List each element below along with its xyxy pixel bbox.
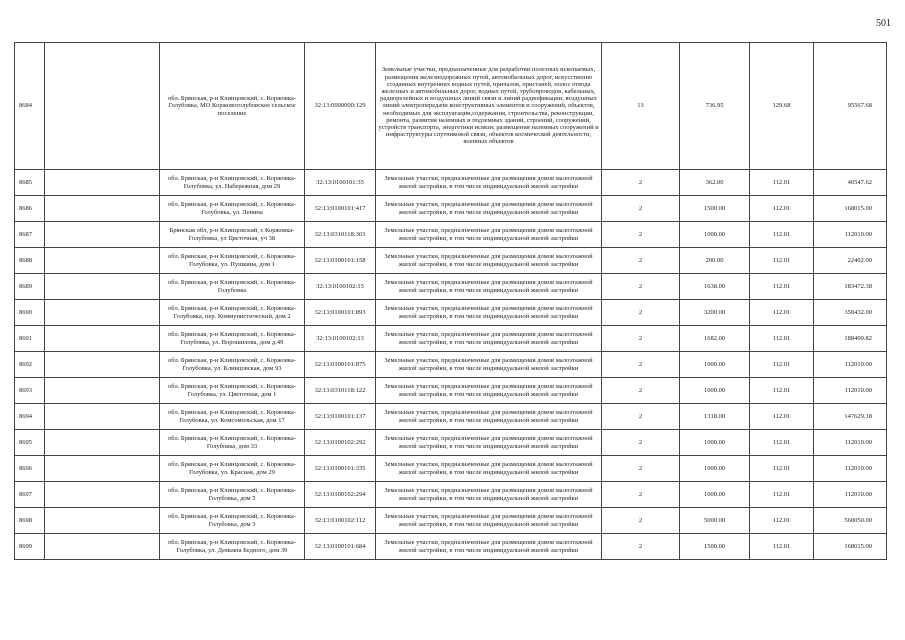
spacer-cell bbox=[45, 508, 160, 534]
row-number: 8695 bbox=[15, 430, 45, 456]
cadastral-number-cell: 32:13:0100102:13 bbox=[305, 326, 376, 352]
specific-value-cell: 112.01 bbox=[750, 274, 814, 300]
cadastral-value-cell: 168015.00 bbox=[814, 534, 887, 560]
table-row bbox=[15, 196, 887, 222]
land-use-cell: Земельные участки, предназначенные для размещения домов малоэтажной жилой застройки, в том числе индивидуальной жилой застройки bbox=[376, 404, 602, 430]
cadastral-number-cell: 32:13:0100101:875 bbox=[305, 352, 376, 378]
table-row bbox=[15, 326, 887, 352]
specific-value-cell: 112.01 bbox=[750, 300, 814, 326]
row-number: 8686 bbox=[15, 196, 45, 222]
row-number: 8690 bbox=[15, 300, 45, 326]
address-cell: обл. Брянская, р-н Клинцовский, с. Коржовка-Голубовка, ул. Ленина bbox=[160, 196, 305, 222]
table-row bbox=[15, 300, 887, 326]
spacer-cell bbox=[45, 352, 160, 378]
cadastral-value-cell: 112010.00 bbox=[814, 482, 887, 508]
cadastral-value-cell: 40547.62 bbox=[814, 170, 887, 196]
cadastral-number-cell: 32:13:0100102:292 bbox=[305, 430, 376, 456]
table-row bbox=[15, 430, 887, 456]
specific-value-cell: 112.01 bbox=[750, 430, 814, 456]
use-code-cell: 2 bbox=[602, 534, 680, 560]
spacer-cell bbox=[45, 248, 160, 274]
cadastral-number-cell: 32:13:0310118:122 bbox=[305, 378, 376, 404]
table-row bbox=[15, 352, 887, 378]
area-cell: 1000.00 bbox=[680, 352, 750, 378]
use-code-cell: 2 bbox=[602, 222, 680, 248]
land-use-cell: Земельные участки, предназначенные для размещения домов малоэтажной жилой застройки, в том числе индивидуальной жилой застройки bbox=[376, 352, 602, 378]
page-number: 501 bbox=[876, 18, 891, 29]
specific-value-cell: 112.01 bbox=[750, 508, 814, 534]
land-use-cell: Земельные участки, предназначенные для размещения домов малоэтажной жилой застройки, в том числе индивидуальной жилой застройки bbox=[376, 248, 602, 274]
land-use-cell: Земельные участки, предназначенные для размещения домов малоэтажной жилой застройки, в том числе индивидуальной жилой застройки bbox=[376, 326, 602, 352]
cadastral-value-cell: 112010.00 bbox=[814, 222, 887, 248]
use-code-cell: 2 bbox=[602, 378, 680, 404]
cadastral-number-cell: 32:13:0100102:112 bbox=[305, 508, 376, 534]
land-use-cell: Земельные участки, предназначенные для размещения домов малоэтажной жилой застройки, в том числе индивидуальной жилой застройки bbox=[376, 274, 602, 300]
cadastral-number-cell: 32:13:0310118:303 bbox=[305, 222, 376, 248]
spacer-cell bbox=[45, 222, 160, 248]
cadastral-number-cell: 32:13:0100101:137 bbox=[305, 404, 376, 430]
specific-value-cell: 112.01 bbox=[750, 456, 814, 482]
table-row bbox=[15, 482, 887, 508]
specific-value-cell: 129.68 bbox=[750, 43, 814, 170]
row-number: 8696 bbox=[15, 456, 45, 482]
cadastral-value-cell: 112010.00 bbox=[814, 352, 887, 378]
use-code-cell: 2 bbox=[602, 456, 680, 482]
row-number: 8687 bbox=[15, 222, 45, 248]
use-code-cell: 2 bbox=[602, 326, 680, 352]
address-cell: обл. Брянская, р-н Клинцовский, с. Коржовка-Голубовка, ул. Клинцовская, дом 93 bbox=[160, 352, 305, 378]
address-cell: обл. Брянская, р-н Клинцовский, с. Коржовка-Голубовка, дом 5 bbox=[160, 482, 305, 508]
land-use-cell: Земельные участки, предназначенные для размещения домов малоэтажной жилой застройки, в том числе индивидуальной жилой застройки bbox=[376, 300, 602, 326]
land-use-cell: Земельные участки, предназначенные для разработки полезных ископаемых, размещения железнодорожных путей, автомобильных дорог, искусственно созданных внутренних водных путей, причалов, пристаней, полос отвода железных и автомобильных дорог, водных путей, трубопроводов, кабельных, радиорелейных и воздушных линий связи и линий радиофикации, воздушных линий электропередачи конструктивных элементов и сооружений, объектов, необходимых для эксплуатации,содержания, строительства, реконструкции, ремонта, развития наземных и подземных зданий, строений, сооружений, устройств транспорта, энергетики исвязи; размещения наземных сооружений и инфраструктуры спутниковой связи, объектов космической деятельности, военных объектов bbox=[376, 43, 602, 170]
cadastral-value-cell: 168015.00 bbox=[814, 196, 887, 222]
use-code-cell: 2 bbox=[602, 482, 680, 508]
row-number: 8693 bbox=[15, 378, 45, 404]
land-use-cell: Земельные участки, предназначенные для размещения домов малоэтажной жилой застройки, в том числе индивидуальной жилой застройки bbox=[376, 482, 602, 508]
cadastral-number-cell: 32:13:0100101:335 bbox=[305, 456, 376, 482]
row-number: 8699 bbox=[15, 534, 45, 560]
address-cell: обл. Брянская, р-н Клинцовский, с. Коржовка-Голубовка, дом 3 bbox=[160, 508, 305, 534]
area-cell: 1000.00 bbox=[680, 482, 750, 508]
row-number: 8698 bbox=[15, 508, 45, 534]
specific-value-cell: 112.01 bbox=[750, 404, 814, 430]
spacer-cell bbox=[45, 196, 160, 222]
area-cell: 1500.00 bbox=[680, 196, 750, 222]
row-number: 8697 bbox=[15, 482, 45, 508]
cadastral-value-cell: 95567.68 bbox=[814, 43, 887, 170]
cadastral-value-cell: 112010.00 bbox=[814, 378, 887, 404]
address-cell: обл. Брянская, р-н Клинцовский, с. Коржовка-Голубовка, дом 33 bbox=[160, 430, 305, 456]
area-cell: 1000.00 bbox=[680, 456, 750, 482]
use-code-cell: 2 bbox=[602, 352, 680, 378]
land-use-cell: Земельные участки, предназначенные для размещения домов малоэтажной жилой застройки, в том числе индивидуальной жилой застройки bbox=[376, 430, 602, 456]
area-cell: 362.00 bbox=[680, 170, 750, 196]
cadastral-value-cell: 147629.18 bbox=[814, 404, 887, 430]
area-cell: 5000.00 bbox=[680, 508, 750, 534]
row-number: 8684 bbox=[15, 43, 45, 170]
table-body bbox=[15, 43, 887, 560]
specific-value-cell: 112.01 bbox=[750, 534, 814, 560]
address-cell: обл. Брянская, р-н Клинцовский, с. Коржовка-Голубовка, пер. Коммунистический, дом 2 bbox=[160, 300, 305, 326]
table-row bbox=[15, 404, 887, 430]
land-use-cell: Земельные участки, предназначенные для размещения домов малоэтажной жилой застройки, в том числе индивидуальной жилой застройки bbox=[376, 196, 602, 222]
spacer-cell bbox=[45, 300, 160, 326]
address-cell: обл. Брянская, р-н Клинцовский, с. Коржовка-Голубовка, ул. Красная, дом 29 bbox=[160, 456, 305, 482]
row-number: 8694 bbox=[15, 404, 45, 430]
use-code-cell: 2 bbox=[602, 430, 680, 456]
specific-value-cell: 112.01 bbox=[750, 482, 814, 508]
address-cell: обл. Брянская, р-н Клинцовский, с. Коржовка-Голубовка bbox=[160, 274, 305, 300]
use-code-cell: 2 bbox=[602, 248, 680, 274]
spacer-cell bbox=[45, 378, 160, 404]
row-number: 8685 bbox=[15, 170, 45, 196]
table-row bbox=[15, 508, 887, 534]
spacer-cell bbox=[45, 534, 160, 560]
address-cell: обл. Брянская, р-н Клинцовский, с. Коржовка-Голубовка, ул. Набережная, дом 29 bbox=[160, 170, 305, 196]
area-cell: 1500.00 bbox=[680, 534, 750, 560]
table-row bbox=[15, 534, 887, 560]
area-cell: 200.00 bbox=[680, 248, 750, 274]
area-cell: 1000.00 bbox=[680, 378, 750, 404]
spacer-cell bbox=[45, 482, 160, 508]
cadastral-value-cell: 112010.00 bbox=[814, 456, 887, 482]
cadastral-number-cell: 32:13:0100101:35 bbox=[305, 170, 376, 196]
table-row bbox=[15, 248, 887, 274]
land-use-cell: Земельные участки, предназначенные для размещения домов малоэтажной жилой застройки, в том числе индивидуальной жилой застройки bbox=[376, 170, 602, 196]
use-code-cell: 2 bbox=[602, 196, 680, 222]
cadastral-value-cell: 188400.82 bbox=[814, 326, 887, 352]
address-cell: обл. Брянская, р-н Клинцовский, с. Коржовка-Голубовка, ул. Демьяна Бедного, дом 39 bbox=[160, 534, 305, 560]
specific-value-cell: 112.01 bbox=[750, 378, 814, 404]
use-code-cell: 2 bbox=[602, 274, 680, 300]
cadastral-value-cell: 112010.00 bbox=[814, 430, 887, 456]
specific-value-cell: 112.01 bbox=[750, 170, 814, 196]
cadastral-value-cell: 560050.00 bbox=[814, 508, 887, 534]
land-use-cell: Земельные участки, предназначенные для размещения домов малоэтажной жилой застройки, в том числе индивидуальной жилой застройки bbox=[376, 222, 602, 248]
address-cell: обл. Брянская, р-н Клинцовский, с. Коржовка-Голубовка, ул. Комсомольская, дом 17 bbox=[160, 404, 305, 430]
cadastral-value-cell: 22402.00 bbox=[814, 248, 887, 274]
area-cell: 3200.00 bbox=[680, 300, 750, 326]
spacer-cell bbox=[45, 43, 160, 170]
cadastral-valuation-table bbox=[14, 42, 887, 560]
area-cell: 1000.00 bbox=[680, 222, 750, 248]
spacer-cell bbox=[45, 404, 160, 430]
table-row bbox=[15, 222, 887, 248]
address-cell: Брянская обл, р-н Клинцовский, с Коржовка-Голубовка, ул Цветочная, уч 38 bbox=[160, 222, 305, 248]
land-use-cell: Земельные участки, предназначенные для размещения домов малоэтажной жилой застройки, в том числе индивидуальной жилой застройки bbox=[376, 378, 602, 404]
specific-value-cell: 112.01 bbox=[750, 222, 814, 248]
cadastral-number-cell: 32:13:0100102:15 bbox=[305, 274, 376, 300]
address-cell: обл. Брянская, р-н Клинцовский, с. Коржовка-Голубовка, МО Коржовоголубовское сельское поселение bbox=[160, 43, 305, 170]
spacer-cell bbox=[45, 430, 160, 456]
cadastral-value-cell: 183472.38 bbox=[814, 274, 887, 300]
cadastral-number-cell: 32:13:0100101:417 bbox=[305, 196, 376, 222]
table-row bbox=[15, 456, 887, 482]
cadastral-number-cell: 32:13:0100101:158 bbox=[305, 248, 376, 274]
land-use-cell: Земельные участки, предназначенные для размещения домов малоэтажной жилой застройки, в том числе индивидуальной жилой застройки bbox=[376, 508, 602, 534]
table-row bbox=[15, 378, 887, 404]
specific-value-cell: 112.01 bbox=[750, 196, 814, 222]
spacer-cell bbox=[45, 170, 160, 196]
specific-value-cell: 112.01 bbox=[750, 248, 814, 274]
land-use-cell: Земельные участки, предназначенные для размещения домов малоэтажной жилой застройки, в том числе индивидуальной жилой застройки bbox=[376, 534, 602, 560]
cadastral-number-cell: 32:13:0100101:893 bbox=[305, 300, 376, 326]
row-number: 8689 bbox=[15, 274, 45, 300]
row-number: 8691 bbox=[15, 326, 45, 352]
area-cell: 736.95 bbox=[680, 43, 750, 170]
cadastral-number-cell: 32:13:0000000:129 bbox=[305, 43, 376, 170]
address-cell: обл. Брянская, р-н Клинцовский, с. Коржовка-Голубовка, ул. Цветочная, дом 1 bbox=[160, 378, 305, 404]
specific-value-cell: 112.01 bbox=[750, 352, 814, 378]
use-code-cell: 13 bbox=[602, 43, 680, 170]
table-row bbox=[15, 274, 887, 300]
cadastral-value-cell: 358432.00 bbox=[814, 300, 887, 326]
use-code-cell: 2 bbox=[602, 508, 680, 534]
area-cell: 1638.00 bbox=[680, 274, 750, 300]
table-row bbox=[15, 43, 887, 170]
use-code-cell: 2 bbox=[602, 170, 680, 196]
address-cell: обл. Брянская, р-н Клинцовский, с. Коржовка-Голубовка, ул. Ворошилова, дом д.49 bbox=[160, 326, 305, 352]
land-use-cell: Земельные участки, предназначенные для размещения домов малоэтажной жилой застройки, в том числе индивидуальной жилой застройки bbox=[376, 456, 602, 482]
cadastral-number-cell: 32:13:0100101:684 bbox=[305, 534, 376, 560]
area-cell: 1318.00 bbox=[680, 404, 750, 430]
spacer-cell bbox=[45, 456, 160, 482]
row-number: 8688 bbox=[15, 248, 45, 274]
use-code-cell: 2 bbox=[602, 404, 680, 430]
table-row bbox=[15, 170, 887, 196]
area-cell: 1000.00 bbox=[680, 430, 750, 456]
row-number: 8692 bbox=[15, 352, 45, 378]
spacer-cell bbox=[45, 274, 160, 300]
spacer-cell bbox=[45, 326, 160, 352]
use-code-cell: 2 bbox=[602, 300, 680, 326]
address-cell: обл. Брянская, р-н Клинцовский, с. Коржовка-Голубовка, ул. Пушкина, дом 1 bbox=[160, 248, 305, 274]
specific-value-cell: 112.01 bbox=[750, 326, 814, 352]
area-cell: 1682.00 bbox=[680, 326, 750, 352]
cadastral-number-cell: 32:13:0100102:294 bbox=[305, 482, 376, 508]
